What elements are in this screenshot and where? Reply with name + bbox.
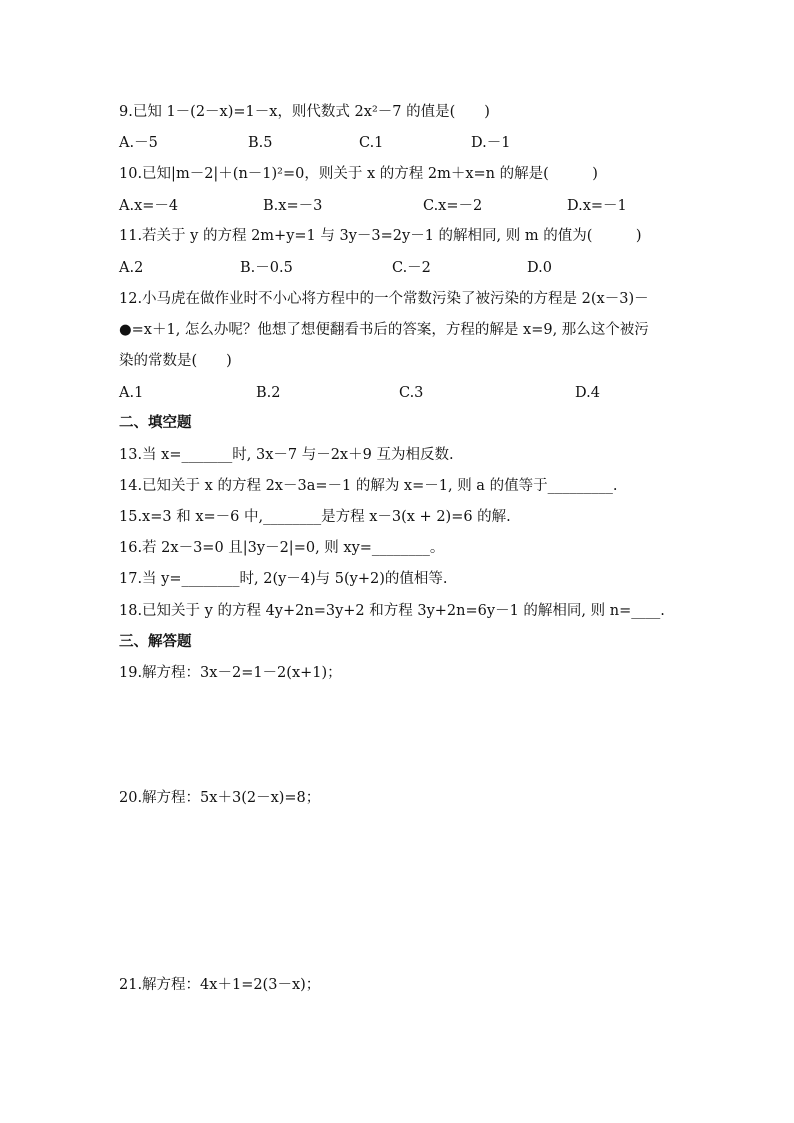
question-9-stem: 9.已知 1－(2－x)=1－x，则代数式 2x²－7 的值是( ) bbox=[119, 104, 490, 120]
option-b: B.2 bbox=[256, 385, 281, 401]
question-11-stem: 11.若关于 y 的方程 2m+y=1 与 3y－3=2y－1 的解相同, 则 m 的值为( ) bbox=[119, 228, 642, 244]
question-12-stem-line-1: 12.小马虎在做作业时不小心将方程中的一个常数污染了被污染的方程是 2(x－3)－ bbox=[119, 291, 649, 307]
option-d: D.－1 bbox=[471, 135, 511, 151]
option-c: C.x=－2 bbox=[423, 198, 483, 214]
option-b: B.－0.5 bbox=[240, 260, 293, 276]
option-a: A.－5 bbox=[119, 135, 158, 151]
question-10-options bbox=[119, 197, 679, 215]
question-19: 19.解方程：3x－2=1－2(x+1)； bbox=[119, 665, 342, 681]
option-b: B.5 bbox=[248, 135, 273, 151]
question-17: 17.当 y=________时, 2(y－4)与 5(y+2)的值相等. bbox=[119, 571, 448, 587]
question-14: 14.已知关于 x 的方程 2x－3a=－1 的解为 x=－1, 则 a 的值等于_________. bbox=[119, 478, 618, 494]
section-heading-solutions: 三、解答题 bbox=[119, 633, 192, 650]
question-12-options bbox=[119, 384, 679, 402]
question-9-options bbox=[119, 134, 679, 152]
question-13: 13.当 x=_______时, 3x－7 与－2x＋9 互为相反数. bbox=[119, 447, 454, 463]
option-b: B.x=－3 bbox=[263, 198, 323, 214]
option-d: D.0 bbox=[527, 260, 552, 276]
question-12-stem-line-2: ●=x＋1, 怎么办呢？他想了想便翻看书后的答案，方程的解是 x=9, 那么这个被污 bbox=[119, 322, 649, 338]
question-18: 18.已知关于 y 的方程 4y+2n=3y+2 和方程 3y+2n=6y－1 的解相同, 则 n=____. bbox=[119, 603, 665, 619]
option-c: C.－2 bbox=[392, 260, 431, 276]
question-10-stem: 10.已知|m－2|＋(n－1)²=0，则关于 x 的方程 2m＋x=n 的解是( ) bbox=[119, 166, 598, 182]
option-c: C.3 bbox=[399, 385, 424, 401]
option-a: A.1 bbox=[119, 385, 144, 401]
question-16: 16.若 2x－3=0 且|3y－2|=0, 则 xy=________。 bbox=[119, 540, 445, 556]
section-heading-fill-in-blanks: 二、填空题 bbox=[119, 414, 192, 431]
option-d: D.x=－1 bbox=[567, 198, 627, 214]
question-11-options bbox=[119, 259, 679, 277]
question-21: 21.解方程：4x＋1=2(3－x)； bbox=[119, 977, 321, 993]
option-a: A.2 bbox=[119, 260, 144, 276]
question-12-stem-line-3: 染的常数是( ) bbox=[119, 353, 232, 369]
question-15: 15.x=3 和 x=－6 中,________是方程 x－3(x + 2)=6 的解. bbox=[119, 509, 511, 525]
question-20: 20.解方程：5x＋3(2－x)=8； bbox=[119, 790, 321, 806]
option-c: C.1 bbox=[359, 135, 384, 151]
option-d: D.4 bbox=[575, 385, 600, 401]
option-a: A.x=－4 bbox=[119, 198, 179, 214]
